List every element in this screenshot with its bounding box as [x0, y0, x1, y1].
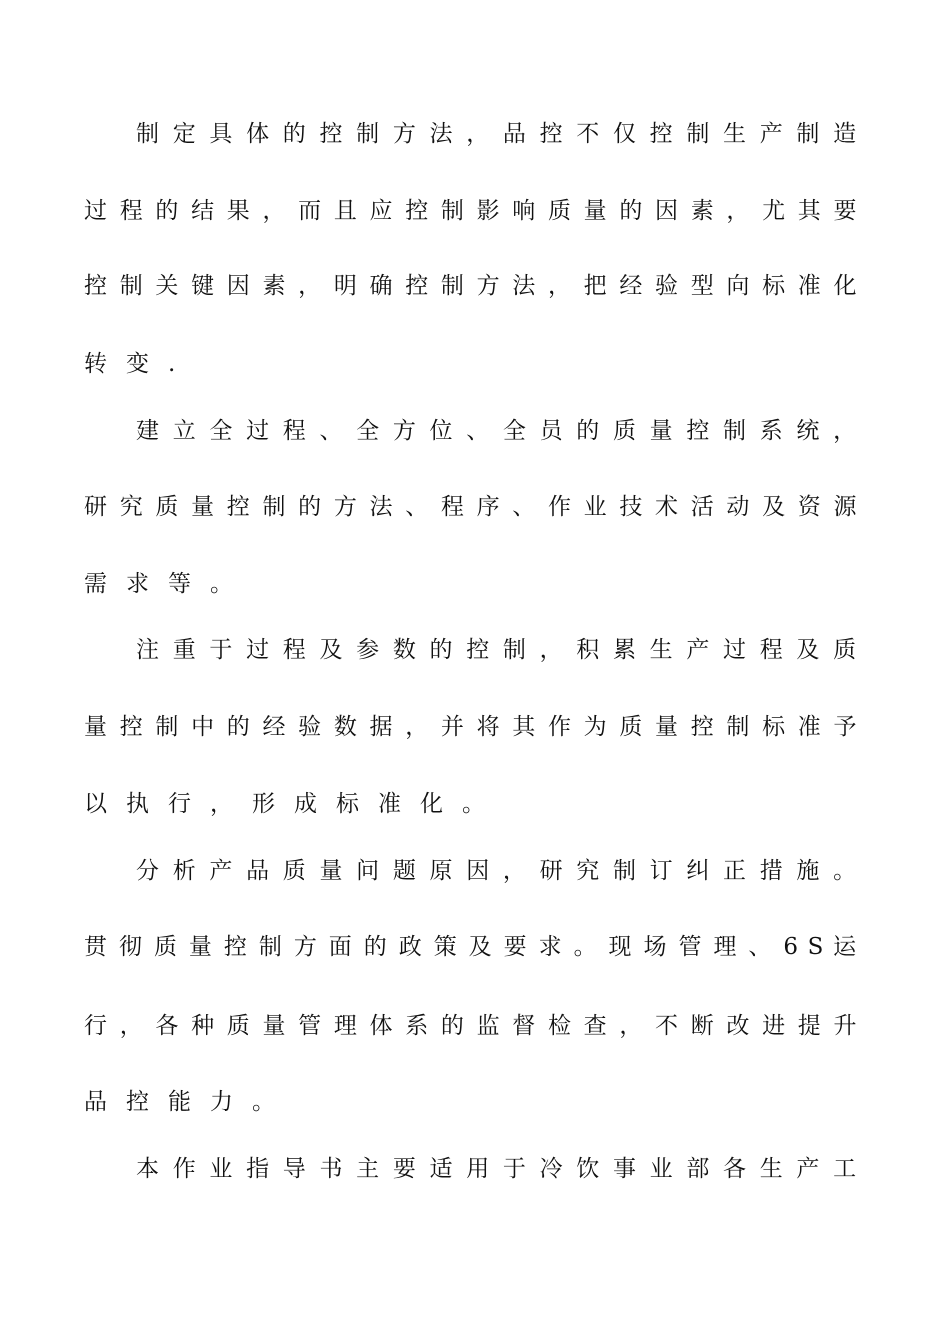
paragraph-line: 注 重 于 过 程 及 参 数 的 控 制 ， 积 累 生 产 过 程 及 质 [136, 637, 857, 663]
paragraph-line: 以执行，形成标准化。 [84, 791, 504, 817]
paragraph-line: 品控能力。 [84, 1089, 294, 1115]
paragraph-line: 转变. [84, 351, 195, 377]
paragraph-line: 控 制 关 键 因 素 ， 明 确 控 制 方 法 ， 把 经 验 型 向 标 准 化 [84, 273, 857, 299]
paragraph-line: 贯 彻 质 量 控 制 方 面 的 政 策 及 要 求 。 现 场 管 理 、 6 S 运 [84, 934, 857, 960]
paragraph-line: 研 究 质 量 控 制 的 方 法 、 程 序 、 作 业 技 术 活 动 及 资 源 [84, 494, 857, 520]
paragraph-line: 分 析 产 品 质 量 问 题 原 因 ， 研 究 制 订 纠 正 措 施 。 [136, 858, 857, 884]
paragraph-line: 量 控 制 中 的 经 验 数 据 ， 并 将 其 作 为 质 量 控 制 标 准 予 [84, 714, 857, 740]
paragraph-line: 本 作 业 指 导 书 主 要 适 用 于 冷 饮 事 业 部 各 生 产 工 [136, 1156, 857, 1182]
paragraph-line: 制 定 具 体 的 控 制 方 法 ， 品 控 不 仅 控 制 生 产 制 造 [136, 121, 857, 147]
paragraph-line: 过 程 的 结 果 ， 而 且 应 控 制 影 响 质 量 的 因 素 ， 尤 其 要 [84, 198, 857, 224]
paragraph-line: 需求等。 [84, 571, 252, 597]
paragraph-line: 建 立 全 过 程 、 全 方 位 、 全 员 的 质 量 控 制 系 统 ， [136, 418, 857, 444]
paragraph-line: 行 ， 各 种 质 量 管 理 体 系 的 监 督 检 查 ， 不 断 改 进 提 升 [84, 1013, 857, 1039]
